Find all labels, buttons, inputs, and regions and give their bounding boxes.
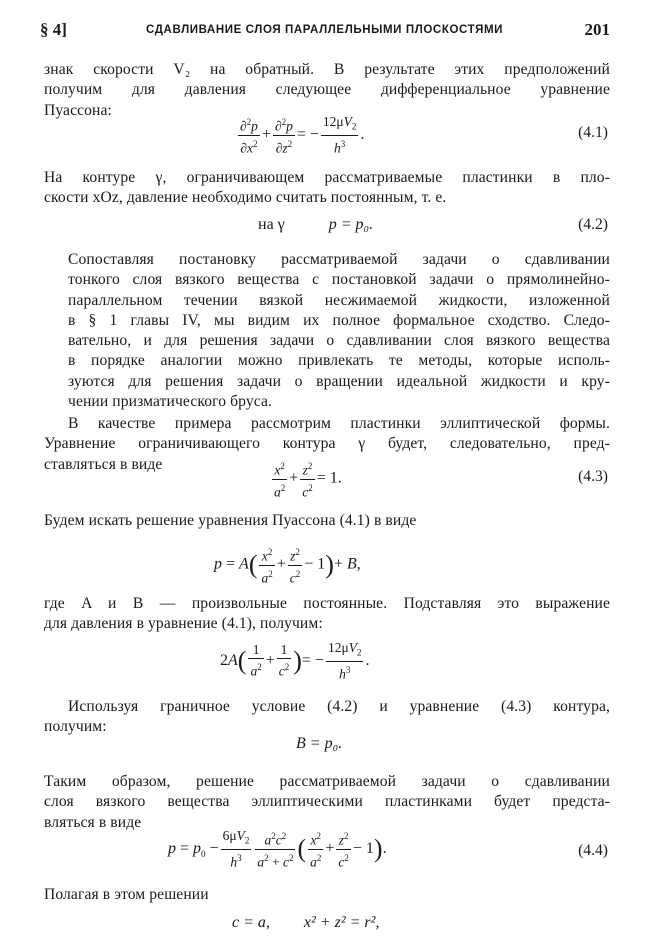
text-line: в § 1 главы IV, мы видим их полное формальное сходство. Следо-: [68, 311, 610, 329]
text-line: Полагая в этом решении: [44, 886, 209, 903]
fraction: $\frac{x^2}{a^2}$: [308, 828, 323, 870]
equation-4-3: $\frac{x^2}{a^2}$ + $\frac{z^2}{c^2}$ = 1.: [270, 458, 342, 500]
fraction: $\frac{z^2}{c^2}$: [288, 544, 303, 586]
text-line: Будем искать решение уравнения Пуассона (4.1) в виде: [44, 512, 417, 529]
page-number: 201: [584, 20, 610, 39]
running-title: СДАВЛИВАНИЕ СЛОЯ ПАРАЛЛЕЛЬНЫМИ ПЛОСКОСТЯМИ: [146, 24, 503, 36]
equation-number: (4.3): [578, 468, 608, 485]
text-line: зуются для решения задачи о вращении идеальной жидкости и кру-: [68, 372, 610, 390]
text-line: для давления в уравнение (4.1), получим:: [44, 615, 323, 633]
fraction: $\frac{1}{a^2}$: [250, 642, 262, 679]
equation-substitution: 2A( $\frac{1}{a^2}$ + $\frac{1}{c^2}$ )= − $\frac{12\mu V_2}{h^3}$ .: [220, 640, 370, 682]
fraction: $\frac{\partial^2p}{\partial x^2}$: [238, 114, 260, 156]
text-line: слоя вязкого вещества эллиптическими пластинками будет предста-: [44, 793, 610, 811]
equation-b-value: B = p₀.: [296, 735, 343, 752]
fraction: $\frac{6\mu V_2}{h^3}$: [222, 828, 250, 870]
text-line: вляться в виде: [44, 813, 142, 831]
text-line: Уравнение ограничивающего контура γ будет, следовательно, пред-: [44, 435, 610, 453]
fraction: $\frac{x^2}{a^2}$: [272, 458, 287, 500]
text-line: получим для давления следующее дифференциальное уравнение: [44, 81, 610, 99]
equation-substitution-conditions: [232, 914, 379, 932]
text-line: получим:: [44, 718, 107, 736]
section-marker: § 4]: [40, 20, 67, 39]
text-line: где A и B — произвольные постоянные. Подставляя это выражение: [44, 595, 610, 612]
fraction: $\frac{\partial^2p}{\partial z^2}$: [273, 114, 295, 156]
text-line: в порядке аналогии можно привлекать те методы, которые исполь-: [68, 352, 610, 370]
text-line: вательно, и для решения задачи о сдавливании слоя вязкого вещества: [68, 332, 610, 350]
equation-number: (4.1): [578, 124, 608, 141]
fraction: $\frac{z^2}{c^2}$: [300, 458, 315, 500]
paragraph-2: [44, 168, 610, 209]
text-line: скости xOz, давление необходимо считать постоянным, т. е.: [44, 189, 447, 207]
equation-body: p = p₀.: [328, 216, 374, 233]
equation-trial-solution: p = A( $\frac{x^2}{a^2}$ + $\frac{z^2}{c^2}$ − 1)+ B,: [214, 544, 361, 586]
text-line: знак скорости V₂ на обратный. В результате этих предположений: [44, 61, 610, 78]
text-line: На контуре γ, ограничивающем рассматриваемые пластинки в пло-: [44, 169, 610, 186]
text-line: Сопоставляя постановку рассматриваемой задачи о сдавливании: [68, 251, 610, 268]
fraction: $\frac{z^2}{c^2}$: [336, 828, 351, 870]
text-line: Используя граничное условие (4.2) и уравнение (4.3) контура,: [68, 698, 610, 715]
paragraph-9: [44, 885, 610, 905]
running-header: [40, 18, 610, 44]
paragraph-3: [44, 250, 610, 412]
fraction: $\frac{1}{c^2}$: [278, 642, 290, 679]
text-line: ставляться в виде: [44, 455, 163, 473]
text-line: В качестве примера рассмотрим пластинки эллиптической формы.: [68, 415, 610, 432]
paragraph-7: [44, 697, 610, 738]
text-line: тонкого слоя вязкого вещества с постановкой задачи о прямолинейно-: [68, 271, 610, 289]
equation-4-4: $p = p_0$ − $\frac{6\mu V_2}{h^3}$ $\frac{a^2c^2}{a^2 + c^2}$ ( $\frac{x^2}{a^2}$ + $\frac{z^2}{c^2}$ − 1).: [168, 828, 387, 870]
paragraph-1: [44, 60, 610, 121]
text-line: Таким образом, решение рассматриваемой задачи о сдавливании: [44, 773, 610, 790]
equation-number: (4.2): [578, 216, 608, 233]
equation-4-2: [258, 216, 373, 234]
paragraph-6: [44, 594, 610, 635]
fraction: $\frac{a^2c^2}{a^2 + c^2}$: [255, 828, 295, 870]
equation-number: (4.4): [578, 842, 608, 859]
fraction: $\frac{12\mu V_2}{h^3}$: [327, 640, 362, 682]
fraction: $\frac{x^2}{a^2}$: [259, 544, 274, 586]
text-line: Пуассона:: [44, 101, 112, 119]
text-line: чении призматического бруса.: [68, 393, 272, 411]
paragraph-5: [44, 511, 610, 531]
paragraph-8: [44, 772, 610, 833]
equation-4-1: $\frac{\partial^2p}{\partial x^2}$ + $\frac{\partial^2p}{\partial z^2}$ = − $\frac{12\mu V_2}{h^3}$ .: [240, 114, 365, 156]
condition-right: x² + z² = r²,: [303, 914, 380, 931]
fraction: $\frac{12\mu V_2}{h^3}$: [322, 114, 357, 156]
condition-left: c = a,: [232, 914, 270, 931]
text-line: параллельном течении вязкой несжимаемой жидкости, изложенной: [68, 291, 610, 309]
equation-prefix: на γ: [258, 216, 285, 233]
